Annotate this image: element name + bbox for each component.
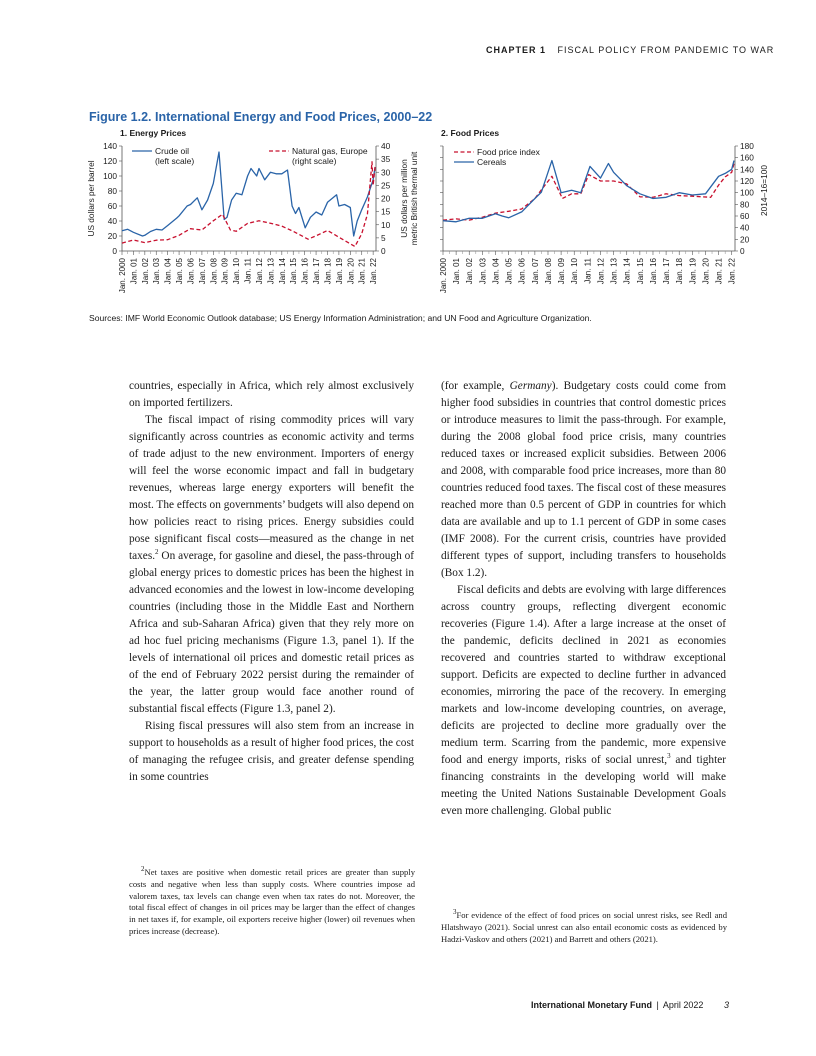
y2-tick-label: 20 — [740, 234, 750, 245]
x-tick-label: Jan. 2000 — [439, 258, 448, 294]
figure-title: Figure 1.2. International Energy and Food Prices, 2000–22 — [89, 110, 433, 124]
y2-axis-label: 2014–16=100 — [759, 165, 769, 216]
legend-label: Natural gas, Europe — [292, 146, 368, 156]
y2-tick-label: 30 — [381, 167, 391, 178]
x-tick-label: Jan. 03 — [152, 258, 162, 285]
x-tick-label: Jan. 2000 — [118, 258, 127, 294]
y2-tick-label: 80 — [740, 199, 750, 210]
chapter-label: CHAPTER 1 — [486, 45, 547, 55]
y2-tick-label: 0 — [740, 246, 745, 256]
y-axis-label: US dollars per barrel — [86, 160, 96, 237]
x-tick-label: Jan. 08 — [543, 258, 553, 285]
body-column-left — [129, 378, 414, 786]
x-tick-label: Jan. 05 — [175, 258, 185, 285]
text-run: and tighter financing constraints in the developing world will make meeting the United Nations Sustainable Development Goals even more challenging. Global public — [441, 754, 726, 817]
x-tick-label: Jan. 11 — [583, 258, 593, 284]
paragraph — [441, 378, 726, 582]
paragraph: countries, especially in Africa, which rely almost exclusively on imported fertilizers. — [129, 380, 414, 409]
y-tick-label: 20 — [107, 231, 117, 241]
x-tick-label: Jan. 14 — [622, 258, 632, 285]
x-tick-label: Jan. 21 — [714, 258, 724, 285]
publisher-name: International Monetary Fund — [531, 1000, 653, 1010]
panel-title: 2. Food Prices — [441, 128, 500, 138]
footer-separator: | — [656, 1000, 659, 1010]
x-tick-label: Jan. 10 — [232, 258, 242, 285]
y2-axis-label: US dollars per million — [399, 159, 409, 238]
x-tick-label: Jan. 19 — [334, 258, 344, 285]
figure-sources: Sources: IMF World Economic Outlook database; US Energy Information Administration; and UN Food and Agriculture Organization. — [89, 313, 592, 323]
x-tick-label: Jan. 02 — [465, 258, 475, 285]
footnote-2 — [129, 867, 415, 938]
x-tick-label: Jan. 22 — [727, 258, 737, 285]
x-tick-label: Jan. 08 — [209, 258, 219, 285]
x-tick-label: Jan. 04 — [163, 258, 173, 285]
y2-tick-label: 40 — [740, 222, 750, 233]
text-run: (for example, — [441, 380, 510, 392]
x-tick-label: Jan. 21 — [357, 258, 367, 285]
y-tick-label: 140 — [103, 141, 117, 151]
x-tick-label: Jan. 05 — [504, 258, 514, 285]
paragraph: Rising fiscal pressures will also stem from an increase in support to households as a result of higher food prices, the cost of managing the refugee crisis, and greater defense spending in some countries — [129, 720, 414, 783]
text-run: ). Budgetary costs could come from higher food subsidies in countries that control domestic prices or introduce measures to limit the pass-through. For example, during the 2008 global food price crisis, many countries reduced taxes or increased explicit subsidies. Between 2006 and 2008, with comparable food price increases, more than 80 countries reduced food taxes. The fiscal cost of these measures reached more than 0.5 percent of GDP in countries for which data are available and up to 1.1 percent of GDP in some cases (IMF 2008). For the current crisis, countries have provided different types of support, including transfers to households (Box 1.2). — [441, 380, 726, 579]
legend-label: (left scale) — [155, 156, 195, 166]
x-tick-label: Jan. 14 — [277, 258, 287, 285]
y-tick-label: 80 — [107, 186, 117, 196]
text-run: On average, for gasoline and diesel, the pass-through of global energy prices to domestic prices has been the highest in advanced economies and the lowest in low-income developing countries (including those in the Middle East and Northern Africa and sub-Saharan Africa) given that they rely more on ad hoc fuel pricing mechanisms (Figure 1.3, panel 1). If the levels of international oil prices and domestic retail prices as of the end of February 2022 persist during the remainder of the year, the latter group would face another round of substantial fiscal effects (Figure 1.3, panel 2). — [129, 550, 414, 715]
y2-axis-label: metric British thermal unit — [409, 151, 419, 246]
x-tick-label: Jan. 01 — [129, 258, 139, 285]
x-tick-label: Jan. 07 — [197, 258, 207, 285]
publication-date: April 2022 — [662, 1000, 704, 1010]
y-tick-label: 120 — [103, 156, 117, 166]
x-tick-label: Jan. 12 — [254, 258, 264, 285]
figure-charts — [80, 124, 780, 319]
y2-tick-label: 35 — [381, 154, 391, 165]
x-tick-label: Jan. 18 — [323, 258, 333, 285]
x-tick-label: Jan. 20 — [346, 258, 356, 285]
y-tick-label: 100 — [103, 171, 117, 181]
y2-tick-label: 160 — [740, 152, 754, 163]
x-tick-label: Jan. 13 — [609, 258, 619, 285]
y2-tick-label: 40 — [381, 141, 391, 151]
text-run: Fiscal deficits and debts are evolving with large differences across country groups, reflecting divergent economic recoveries (Figure 1.4). After a large increase at the onset of the pandemic, deficits declined in 2021 as economies recovered and countries started to withdraw exceptional support. Deficits are expected to decline further in advanced economies, mirroring the pace of the recovery. In emerging markets and low-income developing countries, on average, deficits are projected to decline more gradually over the medium term. Scarring from the pandemic, more expensive food and energy imports, risks of social unrest, — [441, 584, 726, 766]
page-footer — [531, 1000, 730, 1010]
x-tick-label: Jan. 01 — [452, 258, 462, 285]
text-run-italic: Germany — [509, 380, 552, 392]
footnote-mark: 2 — [141, 865, 145, 874]
y2-tick-label: 100 — [740, 187, 754, 198]
chapter-title: FISCAL POLICY FROM PANDEMIC TO WAR — [557, 45, 775, 55]
paragraph — [441, 582, 726, 820]
x-tick-label: Jan. 03 — [478, 258, 488, 285]
text-run: The fiscal impact of rising commodity prices will vary significantly across countries as economic activity and terms of trade adjust to the new environment. Importers of energy will feel the worse economic impact and fall in budgetary revenues, whereas large energy exporters will benefit the most. The effects on governments’ budgets will also depend on how policies react to rising prices. Energy subsidies could pose significant fiscal costs—measured as the change in net taxes. — [129, 414, 414, 562]
x-tick-label: Jan. 10 — [570, 258, 580, 285]
footnote-3 — [441, 910, 727, 945]
y2-tick-label: 5 — [381, 232, 386, 243]
x-tick-label: Jan. 13 — [266, 258, 276, 285]
legend-label: Crude oil — [155, 146, 190, 156]
panel-title: 1. Energy Prices — [120, 128, 187, 138]
x-tick-label: Jan. 18 — [675, 258, 685, 285]
y-tick-label: 40 — [107, 216, 117, 226]
series-line — [443, 161, 734, 222]
y2-tick-label: 15 — [381, 206, 391, 217]
x-tick-label: Jan. 16 — [648, 258, 658, 285]
legend-label: Cereals — [477, 157, 507, 167]
x-tick-label: Jan. 09 — [557, 258, 567, 285]
x-tick-label: Jan. 15 — [635, 258, 645, 285]
paragraph — [129, 412, 414, 718]
figure-svg — [80, 124, 780, 314]
footnote-mark: 3 — [453, 908, 457, 917]
x-tick-label: Jan. 04 — [491, 258, 501, 285]
x-tick-label: Jan. 17 — [662, 258, 672, 285]
x-tick-label: Jan. 16 — [300, 258, 310, 285]
y2-tick-label: 25 — [381, 180, 391, 191]
x-tick-label: Jan. 15 — [289, 258, 299, 285]
footnote-text: Net taxes are positive when domestic retail prices are greater than supply costs and negative when less than supply costs. Where countries impose ad valorem taxes, tax levels can change even when tax rates do not. Moreover, the total fiscal effect of changes in oil prices may be larger than the effect of changes in net taxes if, for example, oil exporters receive higher (lower) oil revenues when prices increase (decrease). — [129, 867, 415, 936]
y2-tick-label: 20 — [381, 193, 391, 204]
x-tick-label: Jan. 09 — [220, 258, 230, 285]
x-tick-label: Jan. 06 — [186, 258, 196, 285]
page-number: 3 — [724, 1000, 730, 1010]
x-tick-label: Jan. 11 — [243, 258, 253, 284]
y-tick-label: 60 — [107, 201, 117, 211]
y2-tick-label: 0 — [381, 246, 386, 256]
legend-label: (right scale) — [292, 156, 337, 166]
y2-tick-label: 120 — [740, 176, 754, 186]
body-column-right — [441, 378, 726, 820]
footnote-ref: 3 — [667, 752, 671, 761]
x-tick-label: Jan. 22 — [369, 258, 379, 285]
y2-tick-label: 10 — [381, 219, 391, 230]
footnote-text: For evidence of the effect of food prices on social unrest risks, see Redl and Hlatshwayo (2021). Social unrest can also entail economic costs as evidenced by Hadzi-Vaskov and others (2021) and Barrett and others (2021). — [441, 910, 727, 944]
x-tick-label: Jan. 20 — [701, 258, 711, 285]
y-tick-label: 0 — [112, 246, 117, 256]
running-header — [486, 45, 774, 55]
y2-tick-label: 60 — [740, 211, 750, 221]
y2-tick-label: 180 — [740, 141, 754, 151]
legend-label: Food price index — [477, 147, 540, 157]
x-tick-label: Jan. 07 — [530, 258, 540, 285]
x-tick-label: Jan. 12 — [596, 258, 606, 285]
footnote-ref: 2 — [155, 548, 159, 557]
x-tick-label: Jan. 17 — [312, 258, 322, 285]
y2-tick-label: 140 — [740, 164, 754, 175]
x-tick-label: Jan. 06 — [517, 258, 527, 285]
x-tick-label: Jan. 19 — [688, 258, 698, 285]
x-tick-label: Jan. 02 — [140, 258, 150, 285]
